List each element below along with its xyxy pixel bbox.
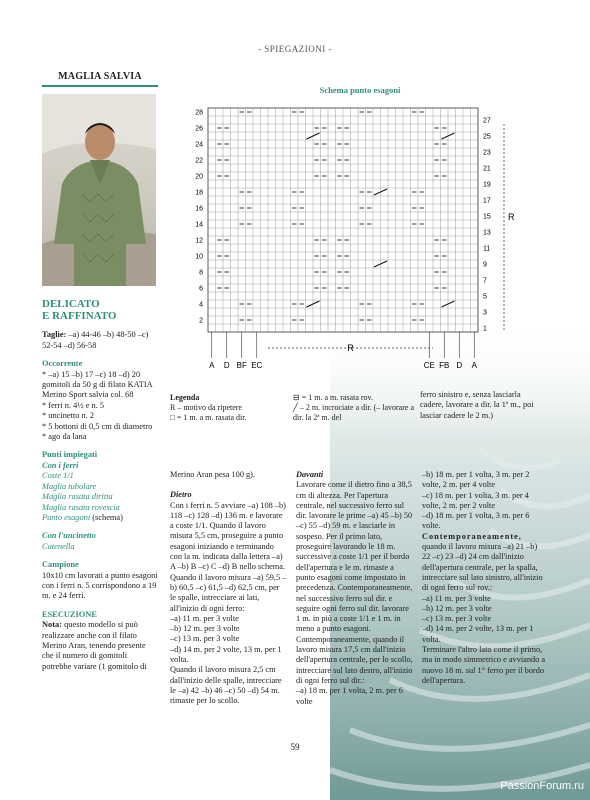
legend-title: Legenda bbox=[170, 393, 200, 402]
legend-continuation bbox=[420, 390, 546, 421]
row-label: 19 bbox=[483, 181, 491, 189]
gauge-heading: Campione bbox=[42, 560, 79, 570]
column-letter: EC bbox=[251, 361, 263, 370]
legend-item: R – motivo da ripetere bbox=[170, 403, 242, 412]
repeat-label-horizontal: R bbox=[347, 343, 354, 353]
neck-list-item: –d) 18 m. per 1 volta, 3 m. per 6 volte. bbox=[422, 511, 530, 531]
materials-item: * ago da lana bbox=[42, 432, 87, 442]
row-label: 22 bbox=[195, 157, 203, 165]
row-label: 27 bbox=[483, 117, 491, 125]
chart-title: Schema punto esagoni bbox=[319, 85, 401, 95]
column-letter: D bbox=[223, 361, 230, 370]
subtitle-line-2: E RAFFINATO bbox=[42, 310, 117, 323]
row-label: 24 bbox=[195, 141, 203, 149]
knitting-chart bbox=[170, 100, 550, 380]
stitch-item: Maglia tubolare bbox=[42, 481, 97, 491]
needles-heading: Con i ferri bbox=[42, 460, 79, 470]
row-label: 1 bbox=[483, 325, 487, 333]
lead-text: Merino Aran pesa 100 g). bbox=[170, 470, 256, 479]
column-letter: CE bbox=[423, 361, 435, 370]
stitch-item: Punto esagoni bbox=[42, 512, 91, 522]
row-label: 5 bbox=[483, 293, 487, 301]
finish-text: Terminare l'altro lato come il primo, ma in modo simmetrico e avviando a nuovo 18 m. sul 1° ferro per il bordo dell'apertura. bbox=[422, 645, 546, 685]
back-list-item: –a) 11 m. per 3 volte bbox=[170, 613, 239, 623]
back-heading: Dietro bbox=[170, 490, 192, 500]
row-label: 20 bbox=[195, 173, 203, 181]
section-header: - SPIEGAZIONI - bbox=[258, 44, 332, 54]
row-label: 28 bbox=[195, 109, 203, 117]
materials-item: * ferri n. 4½ e n. 5 bbox=[42, 400, 105, 410]
shoulder-text: quando il lavoro misura –a) 21 –b) 22 –c) 23 –d) 24 cm dall'inizio dell'apertura centrale, per la spalla, intrecciare sul lato sinistro, all'inizio di ogni ferro sul rov.: bbox=[422, 542, 543, 593]
front-list-item: –a) 18 m. per 1 volta, 2 m. per 6 volte bbox=[296, 686, 403, 706]
column-back bbox=[170, 470, 287, 707]
sizes-label: Taglie: bbox=[42, 330, 67, 340]
back-list-item: –c) 13 m. per 3 volte bbox=[170, 634, 240, 644]
repeat-label-vertical: R bbox=[508, 212, 515, 222]
shoulder-list-item: –b) 12 m. per 3 volte bbox=[422, 603, 492, 613]
shoulder-list-item: –d) 14 m. per 2 volte, 13 m. per 1 volta. bbox=[422, 624, 534, 644]
model-photo bbox=[42, 94, 156, 286]
legend-item: □ = 1 m. a m. rasata dir. bbox=[170, 413, 247, 422]
front-text: Lavorare come il dietro fino a 38,5 cm di altezza. Per l'apertura centrale, nel successivo ferro sul dir. lavorare le prime –a) 45 –b) 50 –c) 55 –d) 59 m. e lasciarle in sospeso. Per il primo lato, proseguire lavorando le 18 m. successive a coste 1/1 per il bordo dell'apertura e le m. rimaste a punto esagoni come impostato in precedenza. Contemporaneamente, nel successivo ferro sul dir. e seguire ogni ferro sul dir. lavorare 1 m. in più a coste 1/1 e 1 m. in meno a punto esagoni. Contemporaneamente, quando il lavoro misura 17,5 cm dall'inizio dell'apertura centrale, per lo scollo, intrecciare sul lato destro, all'inizio di ogni ferro sul dir.: bbox=[296, 480, 413, 685]
stitch-item-suffix: (schema) bbox=[90, 512, 123, 522]
stitch-item: Coste 1/1 bbox=[42, 471, 74, 481]
watermark: PassionForum.ru bbox=[500, 780, 584, 792]
column-front-cont bbox=[422, 470, 546, 686]
row-label: 8 bbox=[199, 269, 203, 277]
title-rule bbox=[42, 85, 158, 87]
row-label: 12 bbox=[195, 237, 203, 245]
row-label: 10 bbox=[195, 253, 203, 261]
subtitle-line-1: DELICATO bbox=[42, 298, 100, 311]
legend-continued bbox=[293, 393, 417, 423]
column-letter: A bbox=[209, 361, 215, 370]
row-label: 15 bbox=[483, 213, 491, 221]
row-label: 14 bbox=[195, 221, 203, 229]
crochet-item: Catenella bbox=[42, 541, 75, 551]
materials-item: * 5 bottoni di 0,5 cm di diametro bbox=[42, 421, 153, 431]
row-label: 11 bbox=[483, 245, 491, 253]
stitch-item: Maglia rasata rovescia bbox=[42, 502, 120, 512]
row-label: 23 bbox=[483, 149, 491, 157]
legend-item: ⊟ = 1 m. a m. rasata rov. bbox=[293, 393, 374, 402]
gauge-text: 10x10 cm lavorati a punto esagoni con i ferri n. 5 corrispondono a 19 m. e 24 ferri. bbox=[42, 570, 158, 601]
column-letter: A bbox=[471, 361, 477, 370]
row-label: 7 bbox=[483, 277, 487, 285]
legend-item: ╱ – 2 m. incrociate a dir. (– lavorare a dir. la 2ª m. del bbox=[293, 403, 414, 422]
shoulder-list-item: –a) 11 m. per 3 volte bbox=[422, 593, 491, 603]
row-label: 9 bbox=[483, 261, 487, 269]
simultaneously-label: Contemporaneamente, bbox=[422, 531, 522, 541]
back-text: Con i ferri n. 5 avviare –a) 108 –b) 118 –c) 128 –d) 136 m. e lavorare a coste 1/1. Quando il lavoro misura 5,5 cm, proseguire a punto esagoni iniziando e terminando con la m. indicata dalla lettera –a) A –b) B –c) C –d) B nello schema. Quando il lavoro misura –a) 59,5 –b) 60,5 –c) 61,5 –d) 62,5 cm, per le spalle, intrecciare ai lati, all'inizio di ogni ferro: bbox=[170, 500, 287, 613]
stitch-item: Maglia rasata diritta bbox=[42, 492, 113, 502]
sizes-text: –a) 44-46 –b) 48-50 –c) 52-54 –d) 56-58 bbox=[42, 330, 149, 350]
row-label: 13 bbox=[483, 229, 491, 237]
row-label: 18 bbox=[195, 189, 203, 197]
row-label: 25 bbox=[483, 133, 491, 141]
pattern-title: MAGLIA SALVIA bbox=[58, 71, 142, 82]
shoulder-list-item: –c) 13 m. per 3 volte bbox=[422, 614, 492, 624]
legend bbox=[170, 393, 290, 423]
neck-list-item: –b) 18 m. per 1 volta, 3 m. per 2 volte, 2 m. per 4 volte bbox=[422, 470, 530, 490]
back-list-item: –d) 14 m. per 2 volte, 13 m. per 1 volta. bbox=[170, 644, 282, 665]
materials-item: * uncinetto n. 2 bbox=[42, 411, 95, 421]
row-label: 3 bbox=[483, 309, 487, 317]
materials-item: * –a) 15 –b) 17 –c) 18 –d) 20 gomitoli da 50 g di filato KATIA Merino Sport salvia col. 68 bbox=[42, 369, 153, 400]
row-label: 4 bbox=[199, 301, 203, 309]
row-label: 17 bbox=[483, 197, 491, 205]
row-label: 21 bbox=[483, 165, 491, 173]
row-label: 6 bbox=[199, 285, 203, 293]
materials-heading: Occorrente bbox=[42, 359, 83, 369]
back-end-text: Quando il lavoro misura 2,5 cm dall'inizio delle spalle, intrecciare le –a) 42 –b) 46 –c) 50 –d) 54 m. rimaste per lo scollo. bbox=[170, 665, 282, 706]
row-label: 16 bbox=[195, 205, 203, 213]
column-letter: FB bbox=[439, 361, 450, 370]
neck-list-item: –c) 18 m. per 1 volta, 3 m. per 4 volte, 2 m. per 2 volte bbox=[422, 490, 529, 510]
stitches-heading: Punti impiegati bbox=[42, 450, 98, 460]
note-text: questo modello si può realizzare anche con il filato Merino Aran, tenendo presente che il numero di gomitoli potrebbe variare (1 gomitolo di bbox=[42, 620, 147, 671]
crochet-heading: Con l'uncinetto bbox=[42, 531, 96, 541]
legend-cont-text: ferro sinistro e, senza lasciarla cadere, lavorare a dir. la 1ª m., poi lasciar cadere le 2 m.) bbox=[420, 390, 534, 420]
left-column bbox=[42, 72, 158, 672]
column-letter: D bbox=[456, 361, 463, 370]
row-label: 26 bbox=[195, 125, 203, 133]
note-label: Nota: bbox=[42, 620, 63, 630]
front-heading: Davanti bbox=[296, 470, 324, 479]
row-label: 2 bbox=[199, 317, 203, 325]
page-number: 59 bbox=[290, 742, 300, 752]
column-letter: BF bbox=[236, 361, 247, 370]
column-front bbox=[296, 470, 414, 707]
back-list-item: –b) 12 m. per 3 volte bbox=[170, 624, 240, 634]
execution-heading: ESECUZIONE bbox=[42, 609, 97, 619]
